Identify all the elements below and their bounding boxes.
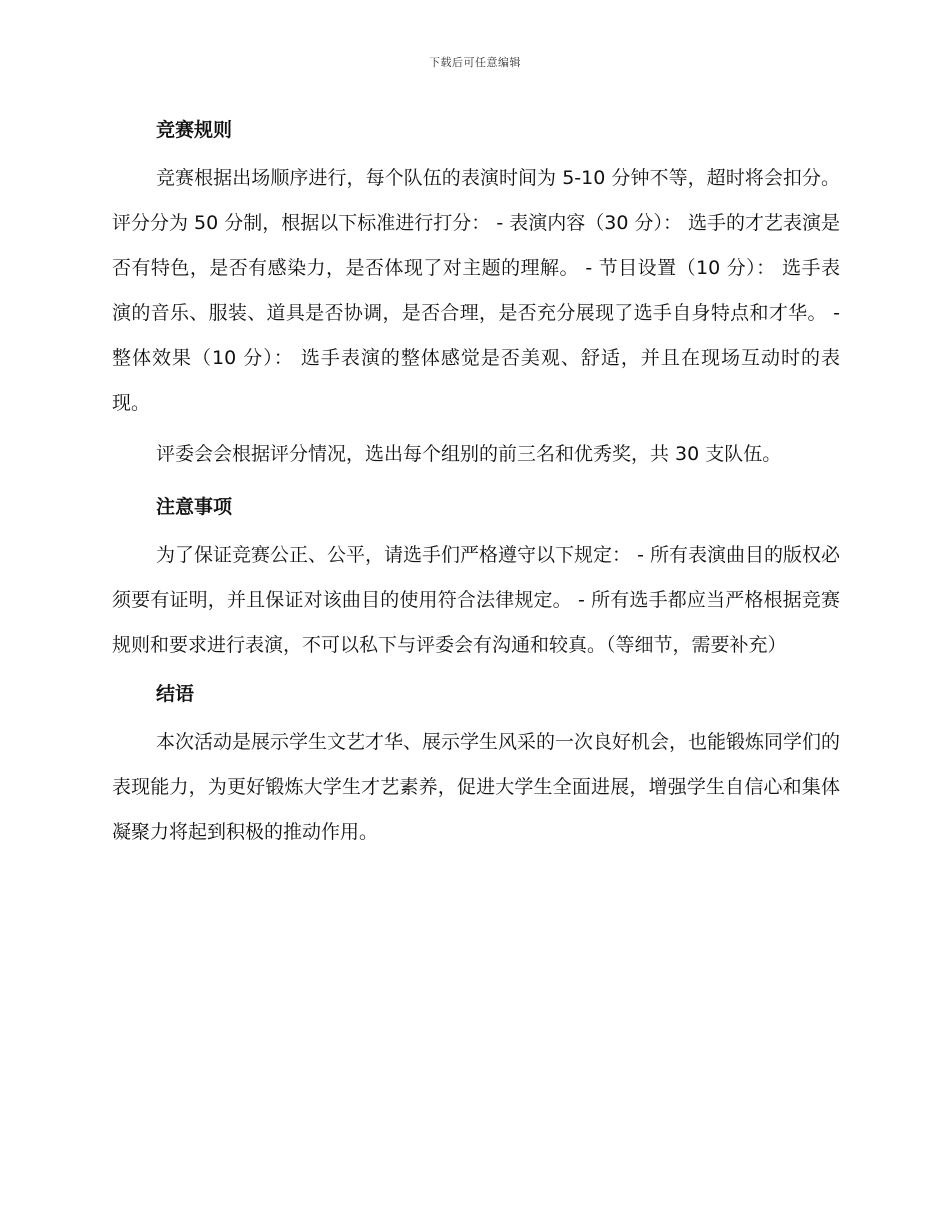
paragraph: 为了保证竞赛公正、公平，请选手们严格遵守以下规定： - 所有表演曲目的版权必须要有证明，并且保证对该曲目的使用符合法律规定。 - 所有选手都应当严格根据竞赛规则和要求进行表演，不可以私下与评委会有沟通和较真。（等细节，需要补充） [112, 544, 840, 656]
section-notes [112, 487, 840, 668]
section-heading: 注意事项 [156, 496, 233, 518]
paragraph: 竞赛根据出场顺序进行，每个队伍的表演时间为 5-10 分钟不等，超时将会扣分。评分分为 50 分制，根据以下标准进行打分： - 表演内容（30 分）： 选手的才艺表演是否有特色，是否有感染力，是否体现了对主题的理解。 - 节目设置（10 分）： 选手表演的音乐、服装、道具是否协调，是否合理，是否充分展现了选手自身特点和才华。 - 整体效果（10 分）： 选手表演的整体感觉是否美观、舒适，并且在现场互动时的表现。 [112, 167, 840, 414]
section-rules [112, 110, 840, 477]
section-conclusion [112, 674, 840, 855]
document-body [112, 110, 840, 855]
header-note: 下载后可任意编辑 [429, 56, 521, 69]
paragraph: 本次活动是展示学生文艺才华、展示学生风采的一次良好机会，也能锻炼同学们的表现能力，为更好锻炼大学生才艺素养，促进大学生全面进展，增强学生自信心和集体凝聚力将起到积极的推动作用。 [112, 731, 841, 843]
section-heading: 结语 [156, 683, 195, 705]
section-heading: 竞赛规则 [156, 119, 233, 141]
paragraph: 评委会会根据评分情况，选出每个组别的前三名和优秀奖，共 30 支队伍。 [156, 443, 782, 465]
